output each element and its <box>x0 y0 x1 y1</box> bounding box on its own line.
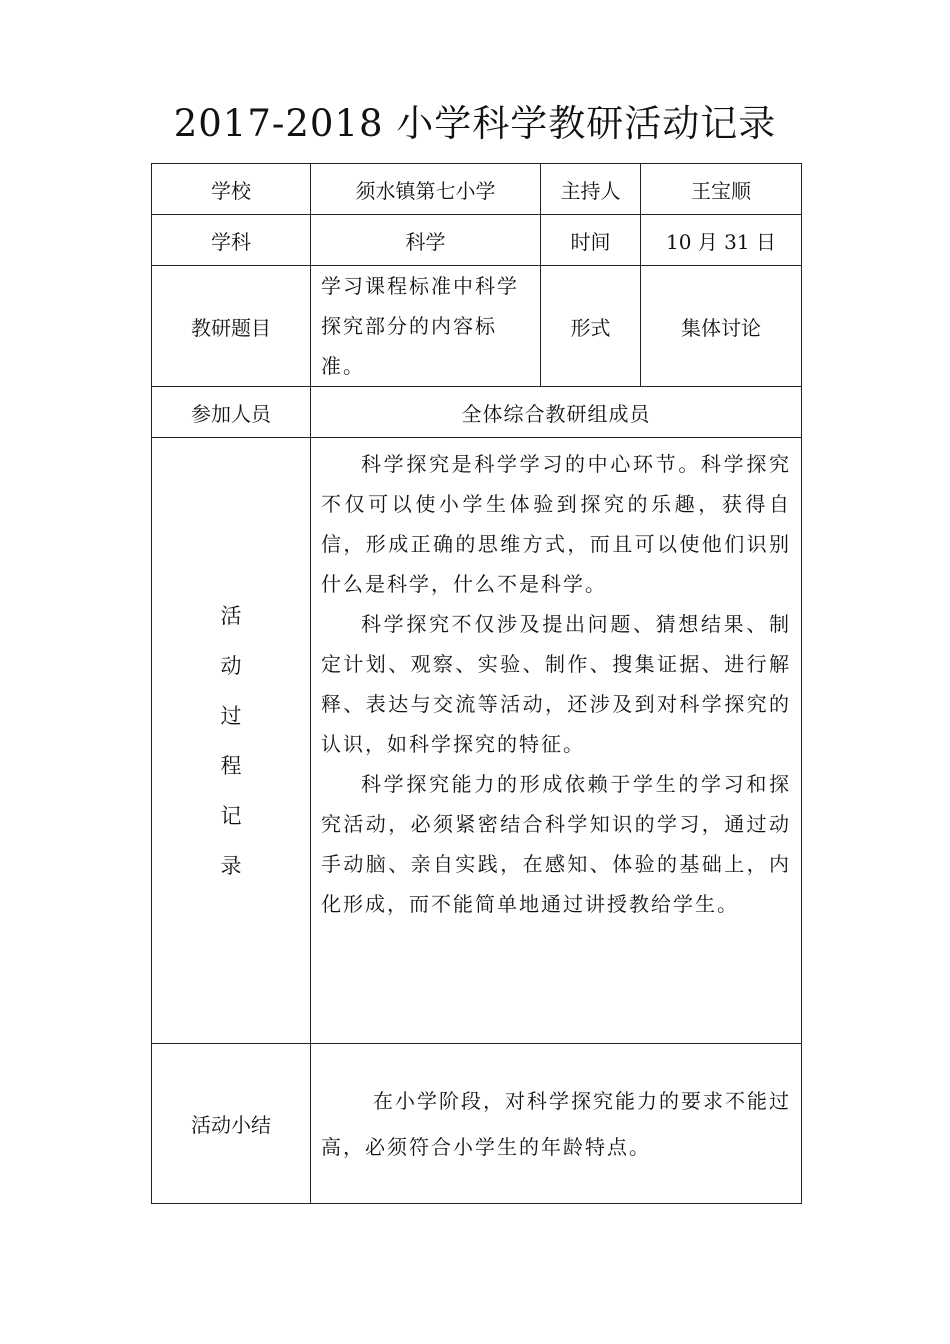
process-label <box>152 438 311 1044</box>
topic-value: 学习课程标准中科学探究部分的内容标准。 <box>311 266 541 387</box>
process-label-char: 记 <box>220 803 242 828</box>
subject-value: 科学 <box>311 215 541 266</box>
process-content <box>311 438 802 1044</box>
process-label-vertical <box>218 591 244 891</box>
form-value: 集体讨论 <box>641 266 802 387</box>
page-title: 2017-2018 小学科学教研活动记录 <box>173 102 777 145</box>
summary-paragraph: 在小学阶段，对科学探究能力的要求不能过高，必须符合小学生的年龄特点。 <box>321 1088 791 1159</box>
subject-label: 学科 <box>152 215 311 266</box>
participants-label: 参加人员 <box>152 387 311 438</box>
host-value: 王宝顺 <box>641 164 802 215</box>
participants-value: 全体综合教研组成员 <box>311 387 802 438</box>
time-value: 10 月 31 日 <box>641 215 802 266</box>
table-row <box>152 387 802 438</box>
process-label-char: 动 <box>220 653 242 678</box>
process-label-char: 录 <box>220 853 242 878</box>
table-row <box>152 438 802 1044</box>
table-row <box>152 266 802 387</box>
process-label-char: 活 <box>220 603 242 628</box>
form-label: 形式 <box>541 266 641 387</box>
process-label-char: 过 <box>220 703 242 728</box>
activity-record-table <box>151 163 802 1204</box>
table-row <box>152 164 802 215</box>
school-label: 学校 <box>152 164 311 215</box>
process-paragraph: 科学探究不仅涉及提出问题、猜想结果、制定计划、观察、实验、制作、搜集证据、进行解释、表达与交流等活动，还涉及到对科学探究的认识，如科学探究的特征。 <box>321 612 791 756</box>
summary-content <box>311 1044 802 1204</box>
host-label: 主持人 <box>541 164 641 215</box>
summary-label: 活动小结 <box>152 1044 311 1204</box>
process-paragraph: 科学探究是科学学习的中心环节。科学探究不仅可以使小学生体验到探究的乐趣，获得自信，形成正确的思维方式，而且可以使他们识别什么是科学，什么不是科学。 <box>321 452 791 596</box>
school-value: 须水镇第七小学 <box>311 164 541 215</box>
time-label: 时间 <box>541 215 641 266</box>
process-label-char: 程 <box>220 753 242 778</box>
table-row <box>152 1044 802 1204</box>
topic-label: 教研题目 <box>152 266 311 387</box>
table-row <box>152 215 802 266</box>
process-paragraph: 科学探究能力的形成依赖于学生的学习和探究活动，必须紧密结合科学知识的学习，通过动手动脑、亲自实践，在感知、体验的基础上，内化形成，而不能简单地通过讲授教给学生。 <box>321 772 791 916</box>
